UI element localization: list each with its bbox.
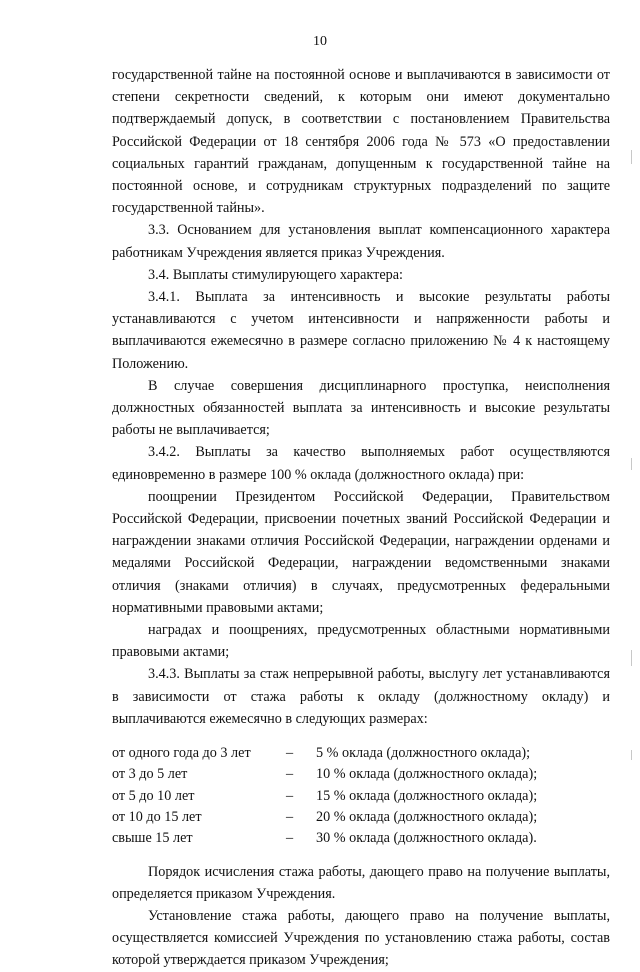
table-row	[112, 763, 610, 784]
scan-mark	[631, 750, 632, 760]
paragraph-federal-awards: поощрении Президентом Российской Федерации, Правительством Российской Федерации, присвоении почетных званий Российской Федерации и награждении знаками отличия Российской Федерации, награждении орденами и медалями Российской Федерации, награждении ведомственными знаками отличия (знаками отличия) в случаях, предусмотренных федеральными нормативными правовыми актами;	[112, 488, 610, 616]
dash: –	[286, 766, 294, 783]
dash: –	[286, 830, 294, 847]
scan-mark	[631, 458, 632, 470]
scan-mark	[631, 150, 632, 164]
table-row	[112, 806, 610, 827]
seniority-rate: 15 % оклада (должностного оклада);	[316, 787, 538, 804]
table-row	[112, 785, 610, 806]
paragraph-regional-awards: наградах и поощрениях, предусмотренных областными нормативными правовыми актами;	[112, 622, 610, 661]
seniority-period: от 3 до 5 лет	[112, 766, 188, 783]
paragraph-3-4-3: 3.4.3. Выплаты за стаж непрерывной работы, выслугу лет устанавливаются в зависимости от стажа работы к окладу (должностному окладу) и выплачиваются ежемесячно в следующих размерах:	[112, 666, 610, 727]
page-number: 10	[313, 34, 327, 49]
paragraph-3-4-1: 3.4.1. Выплата за интенсивность и высокие результаты работы устанавливаются с учетом интенсивности и напряженности работы и выплачиваются ежемесячно в размере согласно приложению № 4 к настоящему Положению.	[112, 289, 610, 372]
seniority-rate: 20 % оклада (должностного оклада);	[316, 808, 538, 825]
paragraph-seniority-commission: Установление стажа работы, дающего право на получение выплаты, осуществляется комиссией Учреждения по установлению стажа работы, состав которой утверждается приказом Учреждения;	[112, 907, 610, 969]
seniority-rate: 10 % оклада (должностного оклада);	[316, 766, 538, 783]
scan-edge-marks	[626, 0, 632, 905]
table-row	[112, 742, 610, 763]
seniority-period: от 10 до 15 лет	[112, 808, 202, 825]
seniority-rate: 5 % оклада (должностного оклада);	[316, 745, 531, 762]
paragraph-3-4-2: 3.4.2. Выплаты за качество выполняемых работ осуществляются единовременно в размере 100 % оклада (должностного оклада) при:	[112, 444, 610, 483]
paragraph-3-4: 3.4. Выплаты стимулирующего характера:	[148, 266, 403, 283]
paragraph-3-3: 3.3. Основанием для установления выплат компенсационного характера работникам Учреждения является приказ Учреждения.	[112, 222, 610, 261]
paragraph-secrecy-continuation: государственной тайне на постоянной основе и выплачиваются в зависимости от степени секретности сведений, к которым они имеют документально подтверждаемый допуск, в соответствии с постановлением Правительства Российской Федерации от 18 сентября 2006 года № 573 «О предоставлении социальных гарантий гражданам, допущенным к государственной тайне на постоянной основе, и сотрудникам структурных подразделений по защите государственной тайны».	[112, 67, 610, 217]
seniority-period: от 5 до 10 лет	[112, 787, 195, 804]
dash: –	[286, 745, 294, 762]
dash: –	[286, 787, 294, 804]
paragraph-disciplinary: В случае совершения дисциплинарного проступка, неисполнения должностных обязанностей выплата за интенсивность и высокие результаты работы не выплачивается;	[112, 377, 610, 439]
document-body	[112, 64, 610, 972]
seniority-period: свыше 15 лет	[112, 830, 193, 847]
paragraph-seniority-calculation: Порядок исчисления стажа работы, дающего право на получение выплаты, определяется приказом Учреждения.	[112, 863, 610, 902]
seniority-rate: 30 % оклада (должностного оклада).	[316, 830, 537, 847]
dash: –	[286, 808, 294, 825]
scan-mark	[631, 650, 632, 666]
seniority-period: от одного года до 3 лет	[112, 745, 251, 762]
seniority-rates-table	[112, 742, 610, 848]
table-row	[112, 827, 610, 848]
